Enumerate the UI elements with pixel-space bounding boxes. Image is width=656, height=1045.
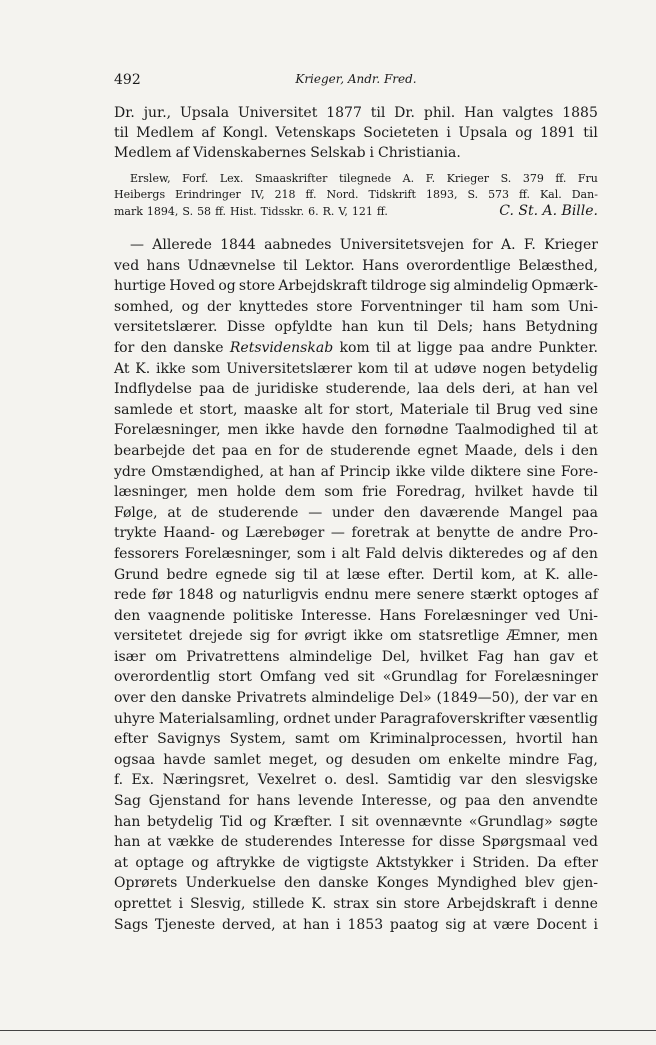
page-number: 492 xyxy=(114,72,141,88)
reference-line: mark 1894, S. 58 ff. Hist. Tidsskr. 6. R. V, 121 ff. C. St. A. Bille. xyxy=(114,203,598,219)
author-signature: C. St. A. Bille. xyxy=(499,203,598,219)
body-line: over den danske Privatrets almindelige Del» (1849—50), der var en xyxy=(114,690,598,707)
reference-notes xyxy=(114,171,598,219)
body-line: versitetslærer. Disse opfyldte han kun til Dels; hans Betydning xyxy=(114,319,598,336)
body-line: ydre Omstændighed, at han af Princip ikke vilde diktere sine Fore- xyxy=(114,463,598,480)
main-paragraph xyxy=(114,235,598,935)
reference-line: Heibergs Erindringer IV, 218 ff. Nord. Tidskrift 1893, S. 573 ff. Kal. Dan- xyxy=(114,188,598,201)
body-line: Følge, at de studerende — under den daværende Mangel paa xyxy=(114,504,598,521)
body-line: oprettet i Slesvig, stillede K. strax sin store Arbejdskraft i denne xyxy=(114,896,598,912)
intro-line: Dr. jur., Upsala Universitet 1877 til Dr. phil. Han valgtes 1885 xyxy=(114,105,598,121)
intro-paragraph xyxy=(114,103,598,163)
body-line: hurtige Hoved og store Arbejdskraft tildroge sig almindelig Opmærk- xyxy=(114,278,598,295)
body-line: versitetet drejede sig for øvrigt ikke om statsretlige Æmner, men xyxy=(114,628,598,645)
body-line: uhyre Materialsamling, ordnet under Paragrafoverskrifter væsentlig xyxy=(114,710,598,727)
intro-line: til Medlem af Kongl. Vetenskaps Societeten i Upsala og 1891 til xyxy=(114,125,598,141)
body-line: Oprørets Underkuelse den danske Konges Myndighed blev gjen- xyxy=(114,875,598,892)
body-line: Sags Tjeneste derved, at han i 1853 paatog sig at være Docent i xyxy=(114,916,598,933)
body-line: at optage og aftrykke de vigtigste Aktstykker i Striden. Da efter xyxy=(114,854,598,871)
body-line: samlede et stort, maaske alt for stort, Materiale til Brug ved sine xyxy=(114,401,598,418)
reference-line: Erslew, Forf. Lex. Smaaskrifter tilegnede A. F. Krieger S. 379 ff. Fru xyxy=(130,172,598,185)
body-line: bearbejde det paa en for de studerende egnet Maade, dels i den xyxy=(114,442,598,459)
body-line: den vaagnende politiske Interesse. Hans Forelæsninger ved Uni- xyxy=(114,607,598,624)
body-line: somhed, og der knyttedes store Forventninger til ham som Uni- xyxy=(114,298,598,315)
body-line: Indflydelse paa de juridiske studerende, laa dels deri, at han vel xyxy=(114,381,598,398)
body-line: for den danske Retsvidenskab kom til at ligge paa andre Punkter. xyxy=(114,339,598,356)
body-line: han betydelig Tid og Kræfter. I sit ovennævnte «Grundlag» søgte xyxy=(114,813,598,830)
body-line: — Allerede 1844 aabnedes Universitetsvejen for A. F. Krieger xyxy=(130,237,598,253)
body-line: f. Ex. Næringsret, Vexelret o. desl. Samtidig var den slesvigske xyxy=(114,772,598,789)
body-line: overordentlig stort Omfang ved sit «Grundlag for Forelæsninger xyxy=(114,669,598,686)
body-line: rede før 1848 og naturligvis endnu mere senere stærkt optoges af xyxy=(114,587,598,604)
body-line: ogsaa havde samlet meget, og desuden om enkelte mindre Fag, xyxy=(114,751,598,768)
body-line: Grund bedre egnede sig til at læse efter. Dertil kom, at K. alle- xyxy=(114,566,598,583)
body-line: han at vække de studerendes Interesse for disse Spørgsmaal ved xyxy=(114,834,598,851)
body-line: læsninger, men holde dem som frie Foredrag, hvilket havde til xyxy=(114,484,598,501)
body-line: efter Savignys System, samt om Kriminalprocessen, hvortil han xyxy=(114,731,598,748)
bottom-rule xyxy=(0,1030,656,1031)
running-head: Krieger, Andr. Fred. xyxy=(295,72,417,86)
intro-line: Medlem af Videnskabernes Selskab i Christiania. xyxy=(114,145,461,161)
page-header xyxy=(114,72,598,92)
body-line: fessorers Forelæsninger, som i alt Fald delvis dikteredes og af den xyxy=(114,545,598,562)
body-line: trykte Haand- og Lærebøger — foretrak at benytte de andre Pro- xyxy=(114,525,598,542)
body-line: især om Privatrettens almindelige Del, hvilket Fag han gav et xyxy=(114,648,598,665)
body-line: ved hans Udnævnelse til Lektor. Hans overordentlige Belæsthed, xyxy=(114,257,598,274)
body-line: Sag Gjenstand for hans levende Interesse, og paa den anvendte xyxy=(114,793,598,810)
body-line: Forelæsninger, men ikke havde den fornødne Taalmodighed til at xyxy=(114,422,598,439)
body-line: At K. ikke som Universitetslærer kom til at udøve nogen betydelig xyxy=(114,360,598,377)
